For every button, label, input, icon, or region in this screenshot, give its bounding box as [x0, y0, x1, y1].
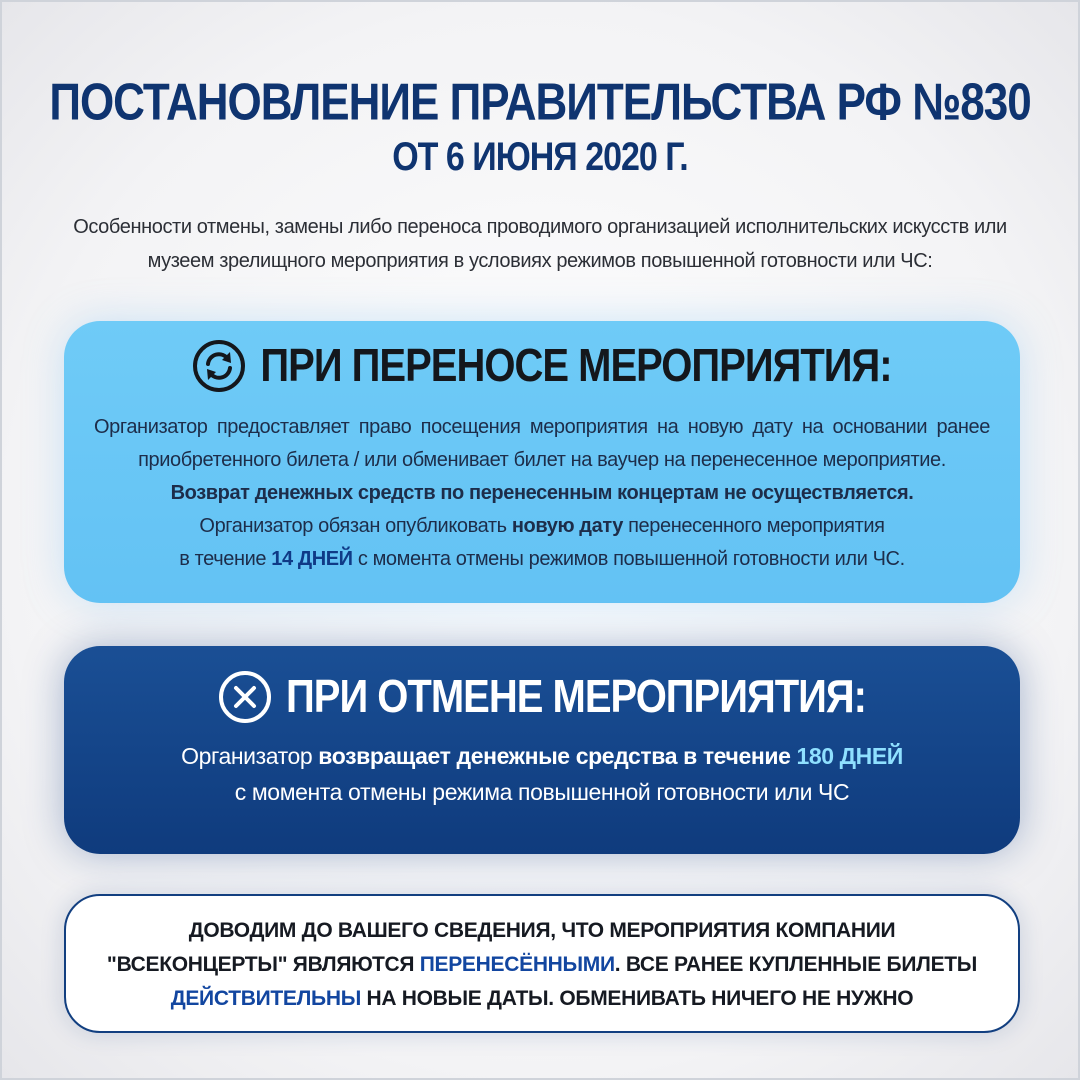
notice-line-2	[86, 948, 998, 982]
refresh-icon	[192, 339, 246, 393]
postpone-heading	[64, 339, 1020, 393]
notice-line-1: ДОВОДИМ ДО ВАШЕГО СВЕДЕНИЯ, ЧТО МЕРОПРИЯТИЯ КОМПАНИИ	[188, 919, 896, 942]
cancel-180-days: 180 ДНЕЙ	[796, 743, 903, 769]
cancel-heading	[64, 670, 1020, 724]
postpone-line-3: Возврат денежных средств по перенесенным концертам не осуществляется.	[170, 482, 914, 504]
cancel-line-2: с момента отмены режима повышенной готовности или ЧС	[234, 779, 850, 805]
notice-postponed: ПЕРЕНЕСЁННЫМИ	[419, 953, 615, 976]
postpone-card	[64, 321, 1020, 603]
cancel-line-1	[94, 738, 990, 774]
intro-line-2: музеем зрелищного мероприятия в условиях режимов повышенной готовности или ЧС:	[147, 250, 933, 272]
close-circle-icon	[218, 670, 272, 724]
page-subtitle: ОТ 6 ИЮНЯ 2020 Г.	[392, 134, 688, 180]
notice-line-2-pre: "ВСЕКОНЦЕРТЫ" ЯВЛЯЮТСЯ	[106, 953, 420, 976]
cancel-line-1-pre: Организатор	[181, 743, 319, 769]
postpone-line-4-post: перенесенного мероприятия	[622, 515, 885, 537]
postpone-line-4-pre: Организатор обязан опубликовать	[199, 515, 512, 537]
intro-text	[70, 210, 1010, 278]
postpone-line-4	[94, 510, 990, 543]
notice-text	[86, 914, 998, 1016]
postpone-heading-text: ПРИ ПЕРЕНОСЕ МЕРОПРИЯТИЯ:	[260, 340, 892, 391]
postpone-line-2: приобретенного билета / или обменивает билет на ваучер на перенесенное мероприятие.	[138, 449, 946, 471]
notice-valid: ДЕЙСТВИТЕЛЬНЫ	[170, 987, 361, 1010]
postpone-14-days: 14 ДНЕЙ	[271, 548, 353, 570]
page-title: ПОСТАНОВЛЕНИЕ ПРАВИТЕЛЬСТВА РФ №830	[49, 73, 1031, 132]
postpone-new-date: новую дату	[511, 515, 623, 537]
cancel-card	[64, 646, 1020, 854]
postpone-line-5	[94, 543, 990, 576]
postpone-body	[94, 411, 990, 576]
cancel-heading-text: ПРИ ОТМЕНЕ МЕРОПРИЯТИЯ:	[286, 671, 866, 722]
notice-line-2-post: . ВСЕ РАНЕЕ КУПЛЕННЫЕ БИЛЕТЫ	[614, 953, 978, 976]
postpone-line-5-pre: в течение	[179, 548, 272, 570]
cancel-body	[94, 738, 990, 810]
cancel-line-1-bold: возвращает денежные средства в течение	[318, 743, 797, 769]
notice-line-3	[86, 982, 998, 1016]
notice-line-3-post: НА НОВЫЕ ДАТЫ. ОБМЕНИВАТЬ НИЧЕГО НЕ НУЖНО	[360, 987, 914, 1010]
intro-line-1: Особенности отмены, замены либо переноса проводимого организацией исполнительских искусств или	[73, 216, 1007, 238]
postpone-line-5-post: с момента отмены режимов повышенной готовности или ЧС.	[352, 548, 905, 570]
postpone-line-1: Организатор предоставляет право посещения мероприятия на новую дату на основании ранее	[94, 416, 990, 438]
notice-card	[64, 894, 1020, 1033]
